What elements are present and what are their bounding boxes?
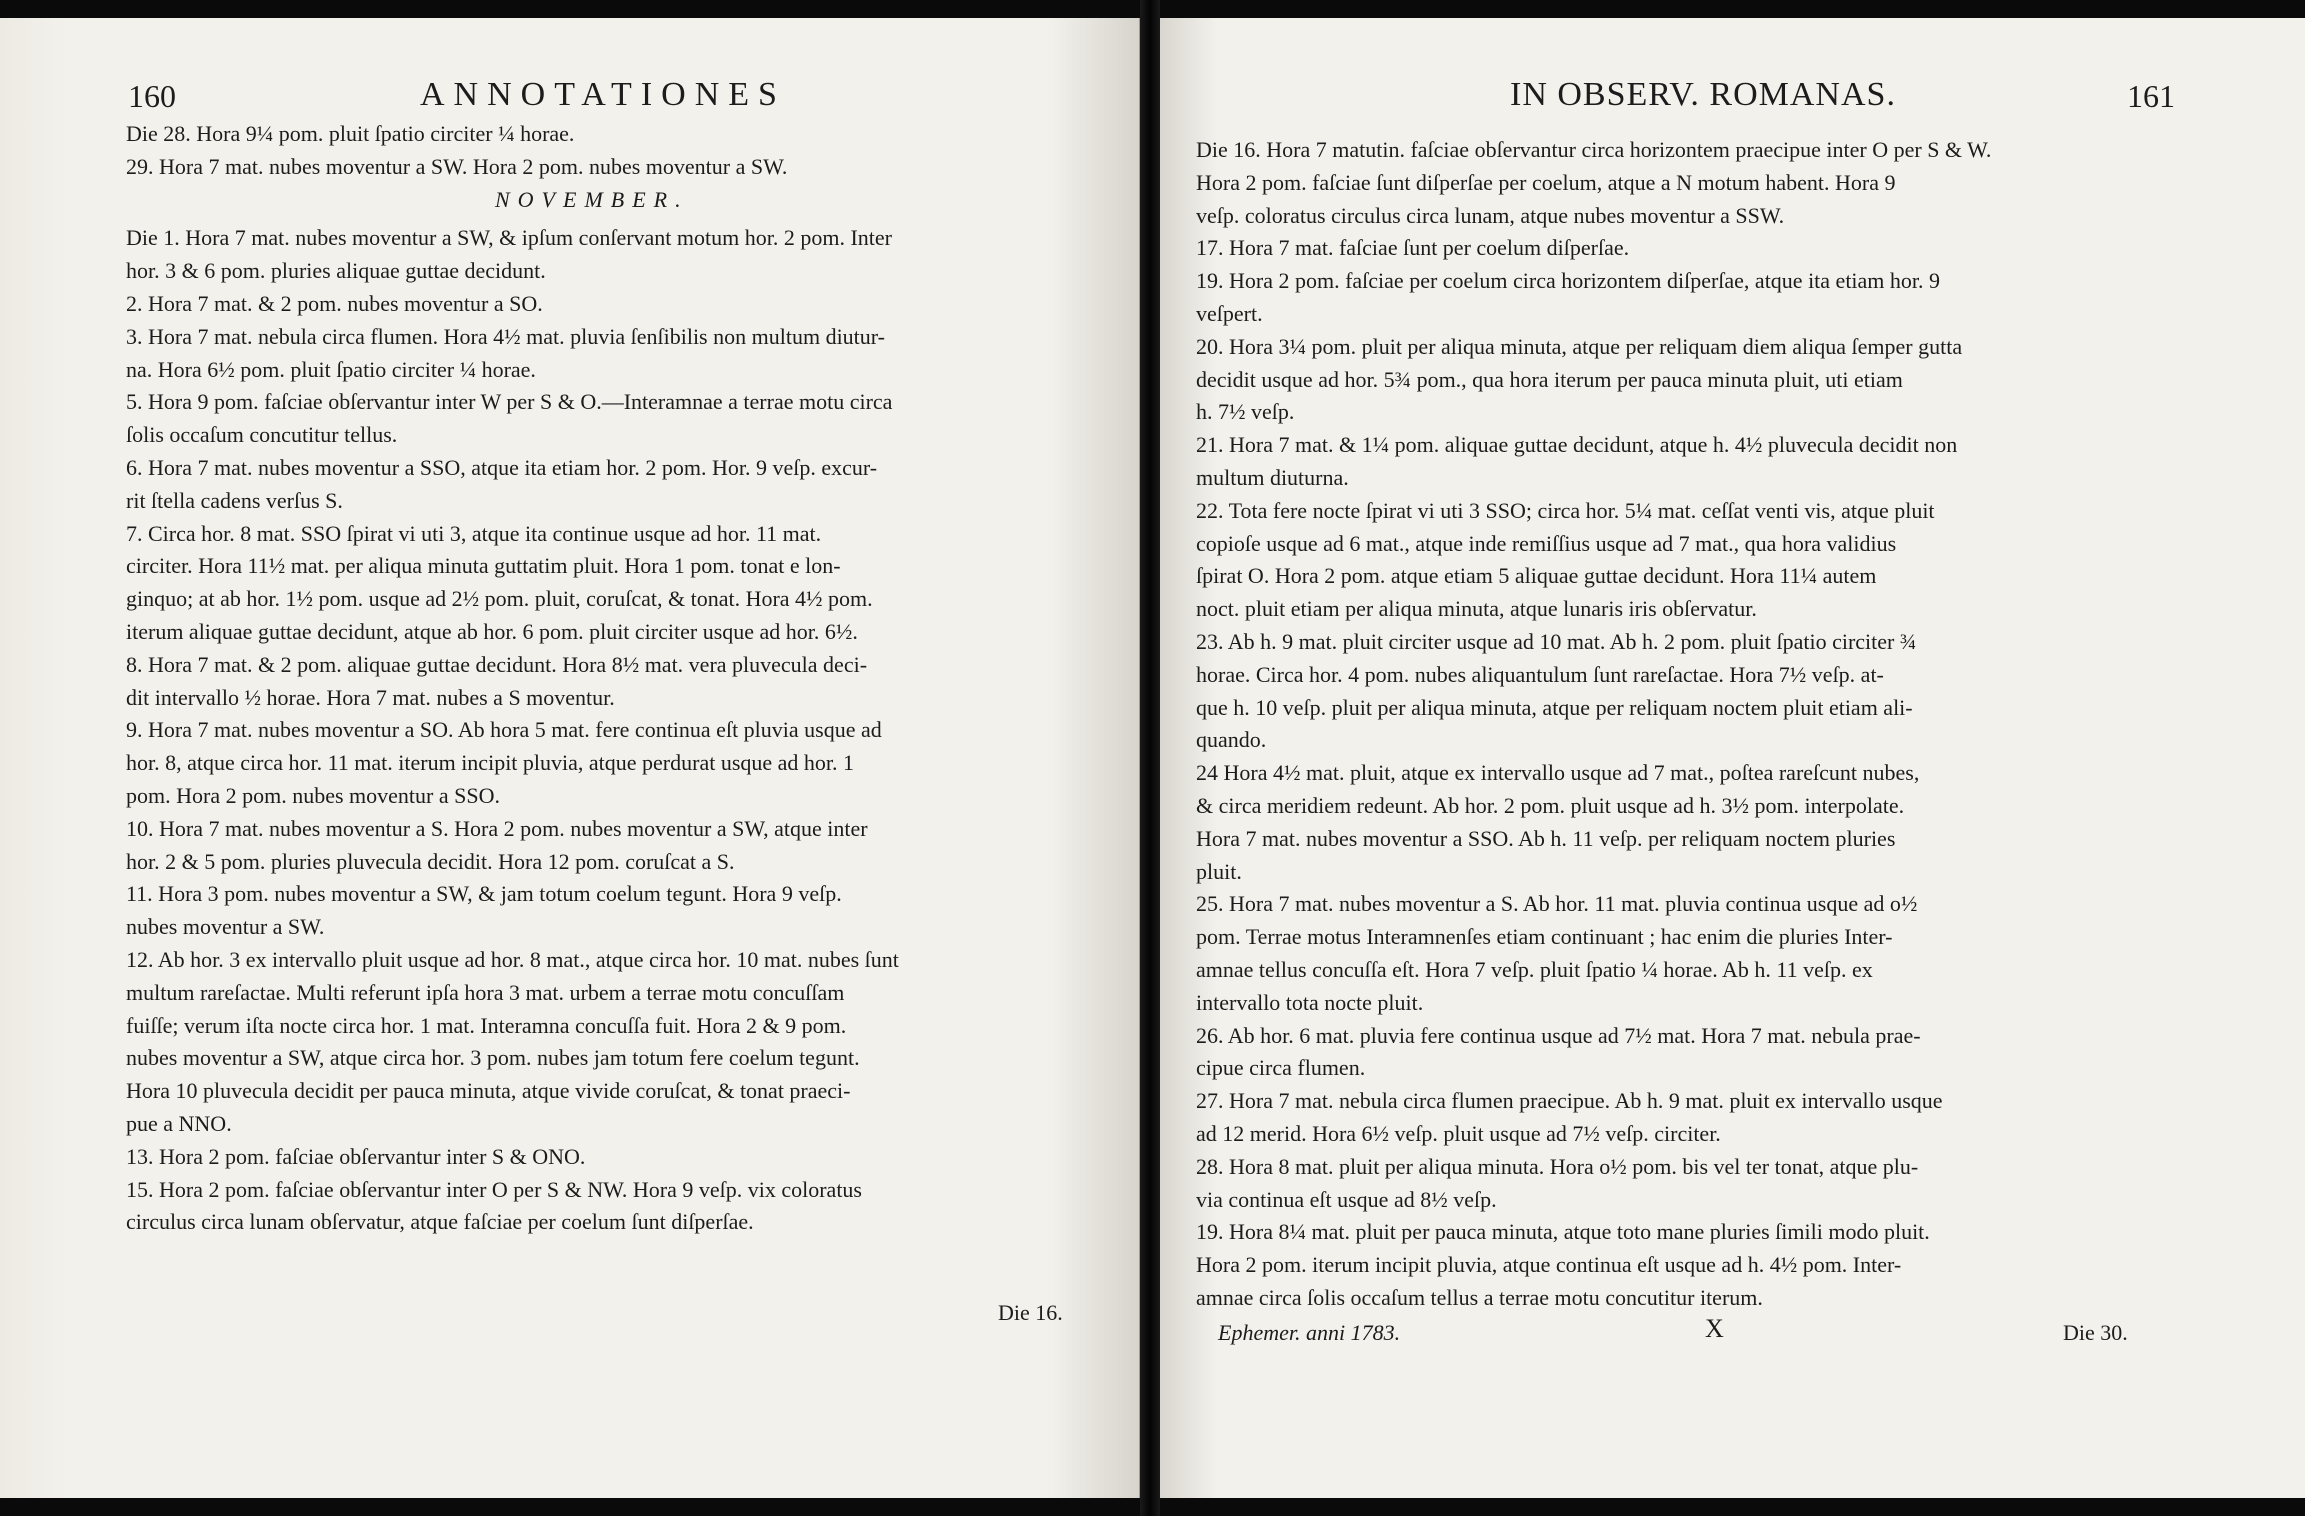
text-line: hor. 3 & 6 pom. pluries aliquae guttae decidunt. — [126, 258, 546, 284]
text-line: 13. Hora 2 pom. faſciae obſervantur inter S & ONO. — [126, 1143, 586, 1169]
text-line: noct. pluit etiam per aliqua minuta, atque lunaris iris obſervatur. — [1196, 596, 1757, 622]
text-line: 10. Hora 7 mat. nubes moventur a S. Hora 2 pom. nubes moventur a SW, atque inter — [126, 815, 868, 841]
text-line: 27. Hora 7 mat. nebula circa flumen praecipue. Ab h. 9 mat. pluit ex intervallo usque — [1196, 1088, 1943, 1114]
text-line: 15. Hora 2 pom. faſciae obſervantur inter O per S & NW. Hora 9 veſp. vix coloratus — [126, 1176, 862, 1202]
text-line: pluit. — [1196, 858, 1242, 884]
text-line: Hora 2 pom. faſciae ſunt diſperſae per coelum, atque a N motum habent. Hora 9 — [1196, 169, 1896, 195]
text-line: Die 16. Hora 7 matutin. faſciae obſervantur circa horizontem praecipue inter O per S & W. — [1196, 137, 1992, 162]
text-line: ſolis occaſum concutitur tellus. — [126, 422, 398, 448]
signature-mark: X — [1705, 1314, 1724, 1343]
text-line: amnae tellus concuſſa eſt. Hora 7 veſp. pluit ſpatio ¼ horae. Ab h. 11 veſp. ex — [1196, 957, 1873, 982]
left-running-title: ANNOTATIONES — [420, 76, 786, 113]
text-line: horae. Circa hor. 4 pom. nubes aliquantulum ſunt rareſactae. Hora 7½ veſp. at- — [1196, 661, 1884, 687]
left-page — [0, 18, 1140, 1498]
left-page-header — [0, 66, 1139, 116]
text-line: ginquo; at ab hor. 1½ pom. usque ad 2½ pom. pluit, coruſcat, & tonat. Hora 4½ pom. — [126, 586, 873, 612]
text-line: ſpirat O. Hora 2 pom. atque etiam 5 aliquae guttae decidunt. Hora 11¼ autem — [1196, 563, 1877, 589]
text-line: cipue circa flumen. — [1196, 1055, 1366, 1081]
text-line: intervallo tota nocte pluit. — [1196, 989, 1424, 1015]
text-line: circulus circa lunam obſervatur, atque faſciae per coelum ſunt diſperſae. — [126, 1209, 754, 1235]
text-line: via continua eſt usque ad 8½ veſp. — [1196, 1186, 1497, 1212]
text-line: hor. 2 & 5 pom. pluries pluvecula decidit. Hora 12 pom. coruſcat a S. — [126, 848, 735, 874]
text-line: 29. Hora 7 mat. nubes moventur a SW. Hora 2 pom. nubes moventur a SW. — [126, 153, 788, 179]
text-line: Hora 10 pluvecula decidit per pauca minuta, atque vivide coruſcat, & tonat praeci- — [126, 1078, 851, 1104]
text-line: 19. Hora 8¼ mat. pluit per pauca minuta, atque toto mane pluries ſimili modo pluit. — [1196, 1219, 1930, 1245]
text-line: dit intervallo ½ horae. Hora 7 mat. nubes a S moventur. — [126, 684, 615, 710]
text-line: 26. Ab hor. 6 mat. pluvia fere continua usque ad 7½ mat. Hora 7 mat. nebula prae- — [1196, 1022, 1921, 1048]
text-line: rit ſtella cadens verſus S. — [126, 487, 343, 513]
text-line: 24 Hora 4½ mat. pluit, atque ex intervallo usque ad 7 mat., poſtea rareſcunt nubes, — [1196, 760, 1920, 786]
text-line: na. Hora 6½ pom. pluit ſpatio circiter ¼ horae. — [126, 356, 536, 382]
text-line: copioſe usque ad 6 mat., atque inde remiſſius usque ad 7 mat., qua hora validius — [1196, 530, 1897, 556]
text-line: 21. Hora 7 mat. & 1¼ pom. aliquae guttae decidunt, atque h. 4½ pluvecula decidit non — [1196, 432, 1958, 458]
text-line: circiter. Hora 11½ mat. per aliqua minuta guttatim pluit. Hora 1 pom. tonat e lon- — [126, 553, 841, 579]
right-page — [1160, 18, 2305, 1498]
text-line: multum rareſactae. Multi referunt ipſa hora 3 mat. urbem a terrae motu concuſſam — [126, 979, 845, 1005]
text-line: 3. Hora 7 mat. nebula circa flumen. Hora 4½ mat. pluvia ſenſibilis non multum diutur- — [126, 323, 885, 349]
text-line: 25. Hora 7 mat. nubes moventur a S. Ab hor. 11 mat. pluvia continua usque ad o½ — [1196, 891, 1918, 917]
left-page-number: 160 — [128, 78, 176, 114]
text-line: 8. Hora 7 mat. & 2 pom. aliquae guttae decidunt. Hora 8½ mat. vera pluvecula deci- — [126, 651, 868, 677]
right-page-header — [1160, 66, 2305, 116]
book-gutter — [1140, 0, 1160, 1516]
text-line: pom. Terrae motus Interamnenſes etiam continuant ; hac enim die pluries Inter- — [1196, 924, 1893, 950]
text-line: hor. 8, atque circa hor. 11 mat. iterum incipit pluvia, atque perdurat usque ad hor. 1 — [126, 750, 855, 776]
text-line: Die 28. Hora 9¼ pom. pluit ſpatio circiter ¼ horae. — [126, 121, 575, 146]
text-line: 12. Ab hor. 3 ex intervallo pluit usque ad hor. 8 mat., atque circa hor. 10 mat. nubes ſunt — [126, 947, 899, 972]
text-line: decidit usque ad hor. 5¾ pom., qua hora iterum per pauca minuta pluit, uti etiam — [1196, 366, 1903, 392]
text-line: pom. Hora 2 pom. nubes moventur a SSO. — [126, 783, 500, 808]
text-line: que h. 10 veſp. pluit per aliqua minuta, atque per reliquam noctem pluit etiam ali- — [1196, 694, 1913, 720]
text-line: ad 12 merid. Hora 6½ veſp. pluit usque ad 7½ veſp. circiter. — [1196, 1121, 1721, 1146]
text-line: 20. Hora 3¼ pom. pluit per aliqua minuta, atque per reliquam diem aliqua ſemper gutta — [1196, 333, 1963, 359]
text-line: pue a NNO. — [126, 1111, 232, 1136]
text-line: 7. Circa hor. 8 mat. SSO ſpirat vi uti 3, atque ita continue usque ad hor. 11 mat. — [126, 520, 822, 546]
text-line: 23. Ab h. 9 mat. pluit circiter usque ad 10 mat. Ab h. 2 pom. pluit ſpatio circiter ¾ — [1196, 629, 1917, 654]
right-page-number: 161 — [2127, 78, 2175, 114]
text-line: 28. Hora 8 mat. pluit per aliqua minuta. Hora o½ pom. bis vel ter tonat, atque plu- — [1196, 1153, 1919, 1179]
text-line: 2. Hora 7 mat. & 2 pom. nubes moventur a SO. — [126, 291, 543, 316]
right-footer-ephemeris: Ephemer. anni 1783. — [1218, 1320, 1401, 1345]
text-line: veſp. coloratus circulus circa lunam, atque nubes moventur a SSW. — [1196, 202, 1785, 228]
text-line: veſpert. — [1196, 301, 1263, 326]
text-line: amnae circa ſolis occaſum tellus a terrae motu concutitur iterum. — [1196, 1285, 1763, 1310]
text-line: iterum aliquae guttae decidunt, atque ab hor. 6 pom. pluit circiter usque ad hor. 6½. — [126, 619, 858, 644]
text-line: h. 7½ veſp. — [1196, 399, 1295, 425]
text-line: 22. Tota fere nocte ſpirat vi uti 3 SSO; circa hor. 5¼ mat. ceſſat venti vis, atque pluit — [1196, 497, 1935, 523]
text-line: fuiſſe; verum iſta nocte circa hor. 1 mat. Interamna concuſſa fuit. Hora 2 & 9 pom. — [126, 1012, 847, 1038]
text-line: 5. Hora 9 pom. faſciae obſervantur inter W per S & O.—Interamnae a terrae motu circa — [126, 389, 893, 415]
text-line: 11. Hora 3 pom. nubes moventur a SW, & jam totum coelum tegunt. Hora 9 veſp. — [126, 881, 842, 907]
right-catchword: Die 30. — [2063, 1320, 2128, 1345]
text-line: multum diuturna. — [1196, 465, 1349, 490]
text-line: Hora 7 mat. nubes moventur a SSO. Ab h. 11 veſp. per reliquam noctem pluries — [1196, 825, 1896, 851]
text-line: NOVEMBER. — [495, 186, 689, 212]
text-line: 9. Hora 7 mat. nubes moventur a SO. Ab hora 5 mat. fere continua eſt pluvia usque ad — [126, 717, 882, 743]
text-line: 6. Hora 7 mat. nubes moventur a SSO, atque ita etiam hor. 2 pom. Hor. 9 veſp. excur- — [126, 455, 878, 480]
text-line: 19. Hora 2 pom. faſciae per coelum circa horizontem diſperſae, atque ita etiam hor. 9 — [1196, 268, 1941, 294]
text-line: 17. Hora 7 mat. faſciae ſunt per coelum diſperſae. — [1196, 235, 1630, 261]
text-line: & circa meridiem redeunt. Ab hor. 2 pom. pluit usque ad h. 3½ pom. interpolate. — [1196, 793, 1905, 818]
text-line: quando. — [1196, 727, 1267, 753]
text-line: Hora 2 pom. iterum incipit pluvia, atque continua eſt usque ad h. 4½ pom. Inter- — [1196, 1252, 1902, 1278]
text-line: nubes moventur a SW, atque circa hor. 3 pom. nubes jam totum fere coelum tegunt. — [126, 1045, 860, 1071]
left-catchword: Die 16. — [998, 1300, 1063, 1325]
text-line: Die 1. Hora 7 mat. nubes moventur a SW, & ipſum conſervant motum hor. 2 pom. Inter — [126, 225, 893, 251]
text-line: nubes moventur a SW. — [126, 914, 325, 940]
right-running-title: IN OBSERV. ROMANAS. — [1510, 76, 1896, 113]
